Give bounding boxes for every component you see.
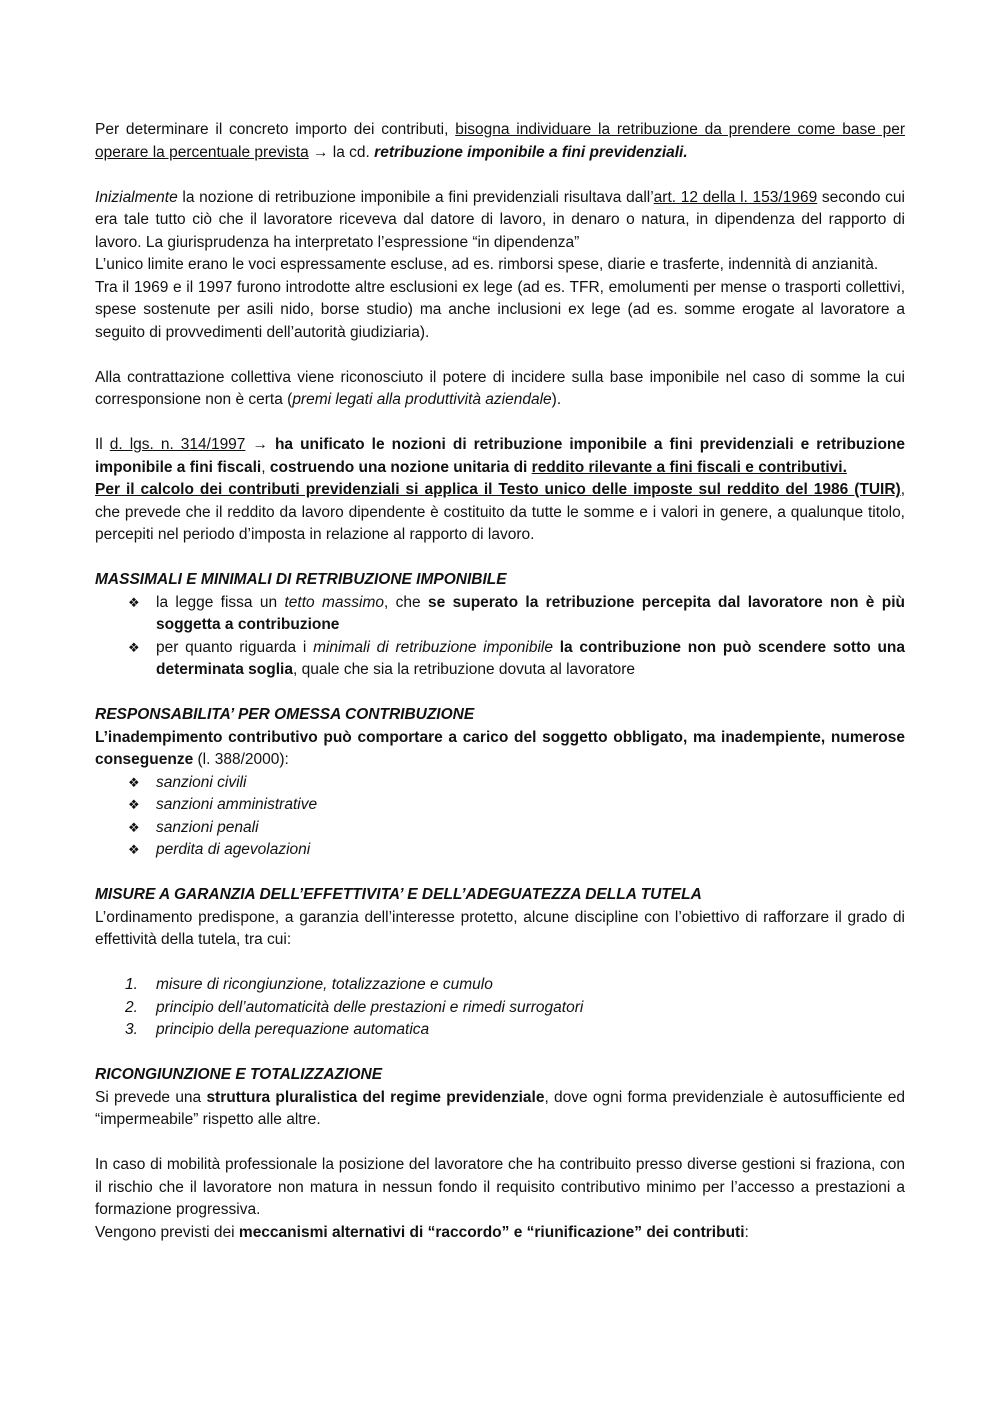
text: , xyxy=(261,458,270,476)
text: Per determinare il concreto importo dei contributi, xyxy=(95,121,456,138)
text: secondo cui era tale tutto ciò che il lavoratore riceveva dal datore di lavoro, in denaro o natura, in dipendenza del rapporto di lavoro. La giurisprudenza ha interpretato l’espressione “in dipendenza” xyxy=(95,188,905,251)
bold-underlined-text: reddito rilevante a fini fiscali e contributivi. xyxy=(531,458,847,476)
paragraph-meccanismi-alternativi xyxy=(95,1222,905,1245)
section-heading-responsabilita: RESPONSABILITA’ PER OMESSA CONTRIBUZIONE xyxy=(95,706,475,723)
list-item xyxy=(95,1019,905,1042)
list-item-text: sanzioni penali xyxy=(156,818,259,836)
section-heading-ricongiunzione: RICONGIUNZIONE E TOTALIZZAZIONE xyxy=(95,1066,383,1083)
list-item-text: principio della perequazione automatica xyxy=(156,1021,430,1038)
bold-text: meccanismi alternativi di “raccordo” e “riunificazione” dei contributi xyxy=(238,1223,745,1241)
paragraph-limite: L’unico limite erano le voci espressamente escluse, ad es. rimborsi spese, diarie e trasferte, indennità di anzianità. xyxy=(95,256,879,273)
italic-text: premi legati alla produttività aziendale xyxy=(292,391,552,408)
bullet-list-massimali xyxy=(95,592,905,682)
text: la legge fissa un xyxy=(156,593,285,611)
section-heading-misure-garanzia: MISURE A GARANZIA DELL’EFFETTIVITA’ E DELL’ADEGUATEZZA DELLA TUTELA xyxy=(95,886,702,903)
paragraph-retribuzione-imponibile xyxy=(95,119,905,164)
diamond-bullet-icon: ❖ xyxy=(128,797,140,812)
list-item-text: misure di ricongiunzione, totalizzazione e cumulo xyxy=(156,976,493,993)
bold-underlined-text: Per il calcolo dei contributi previdenziali si applica il Testo unico delle imposte sul reddito del 1986 (TUIR) xyxy=(95,481,901,498)
bold-text: L’inadempimento contributivo può comportare a carico del soggetto obbligato, ma inadempiente, numerose conseguenze xyxy=(95,728,905,768)
text: , quale che sia la retribuzione dovuta al lavoratore xyxy=(292,661,636,678)
list-item xyxy=(95,794,905,817)
list-item xyxy=(95,997,905,1020)
list-item xyxy=(95,817,905,840)
paragraph-struttura-pluralistica xyxy=(95,1087,905,1132)
paragraph-contrattazione-collettiva xyxy=(95,367,905,412)
paragraph-ordinamento: L’ordinamento predispone, a garanzia dell’interesse protetto, alcune discipline con l’obiettivo di rafforzare il grado di effettività della tutela, tra cui: xyxy=(95,908,905,948)
text: per quanto riguarda i xyxy=(156,638,314,656)
list-item xyxy=(95,839,905,862)
paragraph-mobilita-professionale: In caso di mobilità professionale la posizione del lavoratore che ha contribuito presso diverse gestioni si fraziona, con il rischio che il lavoratore non matura in nessun fondo il requisito contributivo minimo per l’accesso a prestazioni a formazione progressiva. xyxy=(95,1156,905,1218)
paragraph-esclusioni: Tra il 1969 e il 1997 furono introdotte altre esclusioni ex lege (ad es. TFR, emolumenti per mense o trasporti collettivi, spese sostenute per asili nido, borse studio) ma anche inclusioni ex lege (ad es. somme erogate al lavoratore a seguito di provvedimenti dell’autorità giudiziaria). xyxy=(95,278,905,341)
list-item xyxy=(95,637,905,682)
bold-text: costruendo una nozione unitaria di xyxy=(269,458,532,476)
text: Si prevede una xyxy=(95,1088,207,1106)
arrow-icon: → xyxy=(252,436,268,453)
text xyxy=(553,639,560,656)
text: Vengono previsti dei xyxy=(95,1223,239,1241)
italic-text: minimali di retribuzione imponibile xyxy=(313,638,553,656)
list-number: 3. xyxy=(125,1021,138,1038)
bold-text: la contribuzione non può scendere sotto una determinata soglia xyxy=(156,638,906,678)
document-page xyxy=(95,119,905,1244)
list-item-text: sanzioni amministrative xyxy=(156,796,318,813)
bullet-list-sanzioni xyxy=(95,772,905,862)
text: (l. 388/2000): xyxy=(193,751,289,768)
text: , che xyxy=(384,593,429,611)
text: : xyxy=(744,1223,749,1241)
text: Alla contrattazione collettiva viene riconosciuto il potere di incidere sulla base imponibile nel caso di somme la cui corresponsione non è certa ( xyxy=(95,368,905,408)
list-item-text: perdita di agevolazioni xyxy=(156,841,311,858)
bold-text: ha unificato le nozioni di retribuzione imponibile a fini previdenziali e retribuzione imponibile a fini fiscali xyxy=(95,436,905,476)
text: , dove ogni forma previdenziale è autosufficiente ed “impermeabile” rispetto alle altre. xyxy=(95,1088,905,1128)
diamond-bullet-icon: ❖ xyxy=(128,639,140,655)
diamond-bullet-icon: ❖ xyxy=(128,594,140,610)
underlined-text: bisogna individuare la retribuzione da prendere come base per operare la percentuale prevista xyxy=(95,121,905,161)
text: la cd. xyxy=(328,143,375,161)
arrow-icon: → xyxy=(313,143,329,161)
list-number: 1. xyxy=(125,976,138,993)
paragraph-nozione-iniziale xyxy=(95,187,905,255)
list-item xyxy=(95,772,905,795)
section-heading-massimali: MASSIMALI E MINIMALI DI RETRIBUZIONE IMPONIBILE xyxy=(95,571,507,588)
diamond-bullet-icon: ❖ xyxy=(128,774,140,790)
text: ). xyxy=(551,391,562,408)
diamond-bullet-icon: ❖ xyxy=(128,819,140,835)
italic-text: tetto massimo xyxy=(284,593,385,611)
diamond-bullet-icon: ❖ xyxy=(128,842,140,857)
bold-text: struttura pluralistica del regime previdenziale xyxy=(206,1088,545,1106)
text: la nozione di retribuzione imponibile a fini previdenziali risultava dall’ xyxy=(177,188,654,206)
law-reference: d. lgs. n. 314/1997 xyxy=(109,436,246,453)
bold-italic-text: retribuzione imponibile a fini previdenziali. xyxy=(374,143,688,161)
text: Il xyxy=(95,436,110,453)
list-item-text: principio dell’automaticità delle prestazioni e rimedi surrogatori xyxy=(156,998,584,1016)
paragraph-inadempimento xyxy=(95,727,905,772)
numbered-list-misure xyxy=(95,974,905,1042)
bold-text: se superato la retribuzione percepita dal lavoratore non è più soggetta a contribuzione xyxy=(156,593,905,633)
list-item xyxy=(95,592,905,637)
text: , che prevede che il reddito da lavoro dipendente è costituito da tutte le somme e i valori in genere, a qualunque titolo, percepiti nel periodo d’imposta in relazione al rapporto di lavoro. xyxy=(95,481,905,543)
list-number: 2. xyxy=(125,998,138,1016)
law-reference: art. 12 della l. 153/1969 xyxy=(653,188,818,206)
list-item-text: sanzioni civili xyxy=(156,773,247,791)
italic-text: Inizialmente xyxy=(95,188,178,206)
list-item xyxy=(95,974,905,997)
paragraph-dlgs-314-1997 xyxy=(95,434,905,547)
